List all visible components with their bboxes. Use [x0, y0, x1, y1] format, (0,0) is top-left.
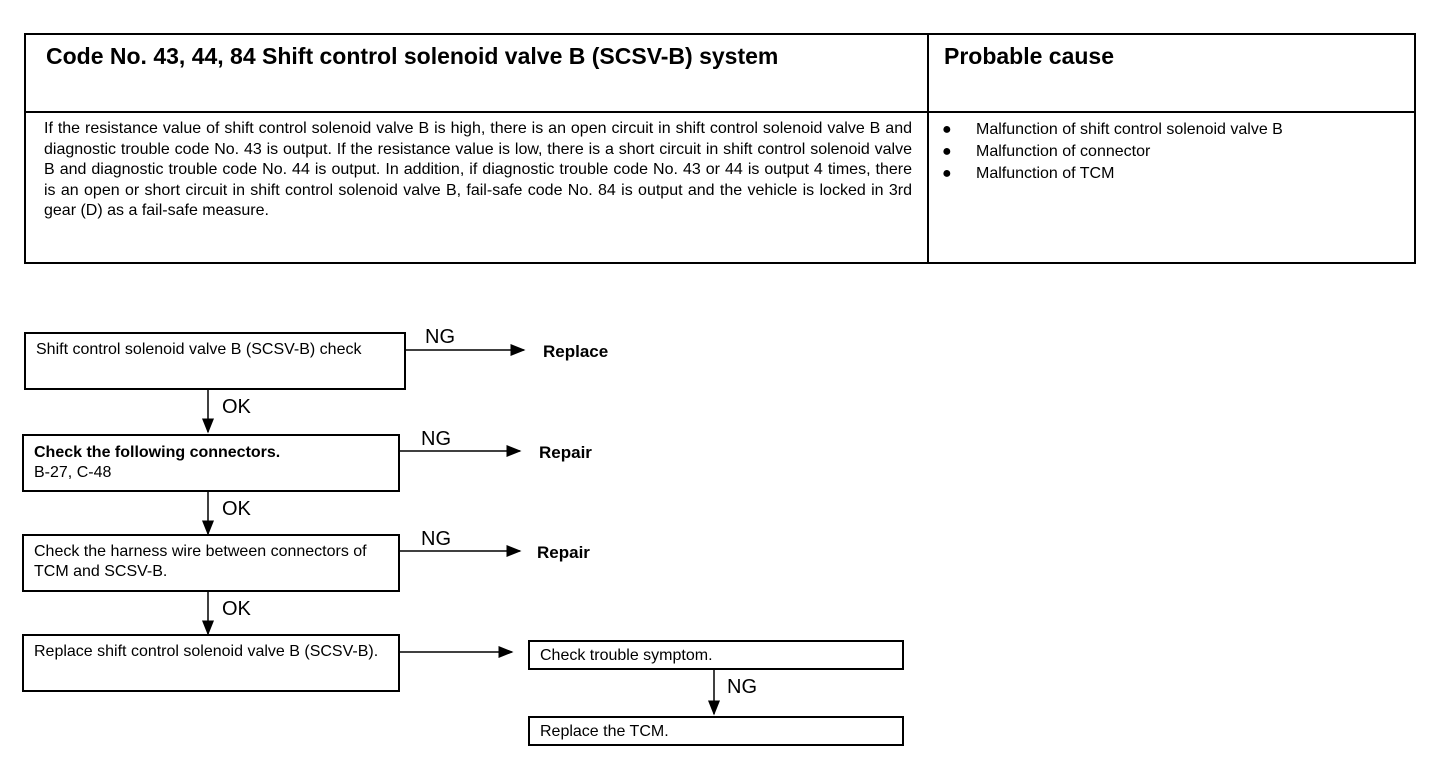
- step-check-connectors: Check the following connectors. B-27, C-48: [22, 434, 400, 492]
- step-replace-tcm: Replace the TCM.: [528, 716, 904, 746]
- ok-label: OK: [222, 598, 251, 620]
- probable-cause-heading: Probable cause: [944, 43, 1115, 69]
- ok-label: OK: [222, 498, 251, 520]
- ng-label: NG: [425, 326, 455, 348]
- bullet-icon: ●: [942, 121, 952, 138]
- ng-label: NG: [421, 528, 451, 550]
- cause-item: ● Malfunction of TCM: [940, 163, 1283, 185]
- ng-label: NG: [421, 428, 451, 450]
- bullet-icon: ●: [942, 143, 952, 160]
- result-repair: Repair: [539, 443, 592, 462]
- code-heading: Code No. 43, 44, 84 Shift control solenoid valve B (SCSV-B) system: [46, 43, 779, 69]
- step-check-symptom: Check trouble symptom.: [528, 640, 904, 670]
- step-scsv-b-check: Shift control solenoid valve B (SCSV-B) check: [24, 332, 406, 390]
- ng-label: NG: [727, 676, 757, 698]
- step-replace-scsv-b: Replace shift control solenoid valve B (SCSV-B).: [22, 634, 400, 692]
- cause-item: ● Malfunction of connector: [940, 141, 1283, 163]
- step-check-harness: Check the harness wire between connectors of TCM and SCSV-B.: [22, 534, 400, 592]
- cause-item: ● Malfunction of shift control solenoid valve B: [940, 119, 1283, 141]
- bullet-icon: ●: [942, 165, 952, 182]
- ok-label: OK: [222, 396, 251, 418]
- result-repair: Repair: [537, 543, 590, 562]
- result-replace: Replace: [543, 342, 609, 361]
- code-description: If the resistance value of shift control solenoid valve B is high, there is an open circuit in shift control solenoid valve B and diagnostic trouble code No. 43 is output. If the resistance value is low, there is a short circuit in shift control solenoid valve B and diagnostic trouble code No. 44 is output. In addition, if diagnostic trouble code No. 43 or 44 is output 4 times, there is an open or short circuit in shift control solenoid valve B, fail-safe code No. 84 is output and the vehicle is locked in 3rd gear (D) as a fail-safe measure.: [44, 120, 912, 219]
